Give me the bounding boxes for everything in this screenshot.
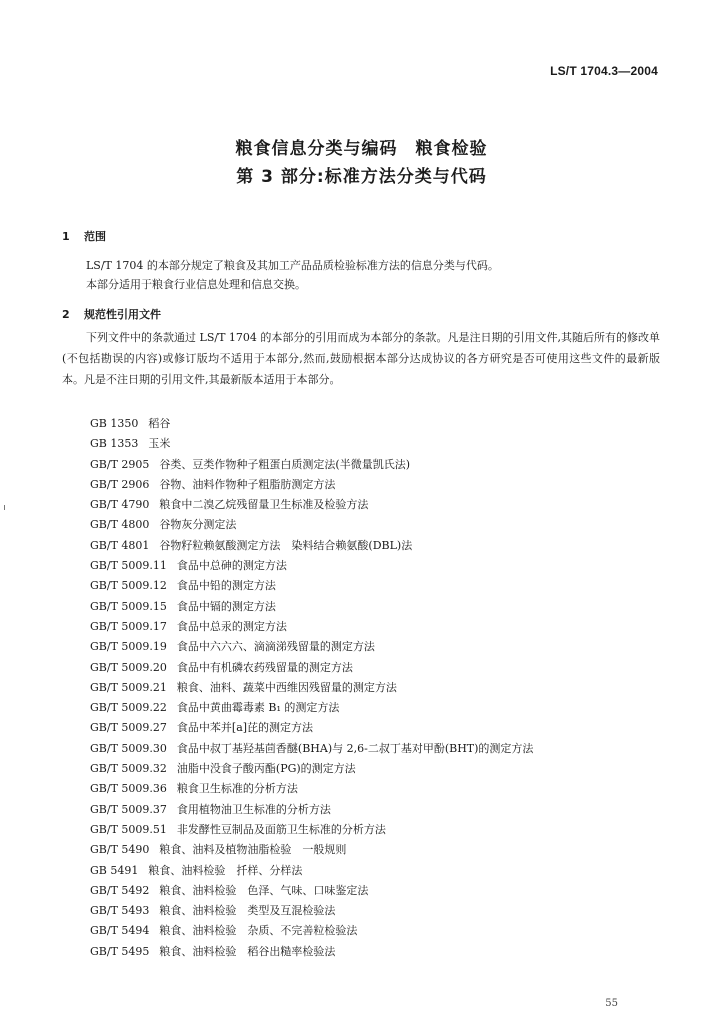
reference-code: GB/T 5009.30 [90,741,167,755]
reference-code: GB/T 5009.32 [90,762,167,776]
section-number: 2 [62,308,70,321]
reference-item [90,861,533,881]
reference-item [90,901,533,921]
reference-code: GB 5491 [90,863,139,877]
reference-item [90,414,533,434]
reference-item [90,455,533,475]
reference-code: GB/T 5494 [90,924,150,938]
reference-title: 谷物、油料作物种子粗脂肪测定方法 [159,477,336,491]
section-2-heading [62,306,161,322]
section-1-paragraph-2: 本部分适用于粮食行业信息处理和信息交换。 [86,278,306,291]
section-title: 规范性引用文件 [84,308,161,321]
reference-code: GB/T 5492 [90,883,150,897]
reference-item [90,881,533,901]
reference-code: GB/T 5009.15 [90,599,167,613]
reference-code: GB/T 5495 [90,944,150,958]
reference-item [90,556,533,576]
section-title: 范围 [84,230,106,243]
document-title-line2: 第 3 部分:标准方法分类与代码 [236,167,487,187]
reference-item [90,536,533,556]
reference-title: 粮食、油料检验 色泽、气味、口味鉴定法 [159,883,369,897]
reference-code: GB/T 5009.22 [90,701,167,715]
reference-title: 谷类、豆类作物种子粗蛋白质测定法(半微量凯氏法) [159,457,410,471]
reference-item [90,637,533,657]
reference-code: GB/T 5490 [90,843,150,857]
section-2-paragraph: 下列文件中的条款通过 LS/T 1704 的本部分的引用而成为本部分的条款。凡是注日期的引用文件,其随后所有的修改单(不包括勘误的内容)或修订版均不适用于本部分,然而,鼓励根据本部分达成协议的各方研究是否可使用这些文件的最新版本。凡是不注日期的引用文件,其最新版本适用于本部分。 [62,331,660,386]
reference-title: 油脂中没食子酸丙酯(PG)的测定方法 [176,762,356,776]
reference-item [90,576,533,596]
reference-code: GB/T 5009.12 [90,579,167,593]
reference-code: GB/T 5009.21 [90,680,167,694]
reference-code: GB/T 4801 [90,538,150,552]
reference-title: 食品中苯并[a]芘的测定方法 [176,721,314,735]
reference-title: 粮食、油料检验 稻谷出糙率检验法 [159,944,336,958]
reference-item [90,718,533,738]
reference-code: GB/T 5009.51 [90,822,167,836]
reference-code: GB/T 5009.27 [90,721,167,735]
reference-title: 粮食、油料检验 类型及互混检验法 [159,904,336,918]
document-title-line1: 粮食信息分类与编码 粮食检验 [235,139,488,159]
reference-code: GB/T 5009.17 [90,619,167,633]
reference-code: GB/T 5009.11 [90,559,167,573]
section-1-heading [62,228,106,244]
reference-code: GB/T 2905 [90,457,150,471]
reference-item [90,515,533,535]
reference-code: GB/T 5009.37 [90,802,167,816]
reference-title: 食品中黄曲霉毒素 B₁ 的测定方法 [176,701,340,715]
reference-title: 粮食、油料及植物油脂检验 一般规则 [159,843,347,857]
reference-title: 食品中总汞的测定方法 [176,619,287,633]
reference-title: 玉米 [148,437,171,451]
reference-title: 食品中六六六、滴滴涕残留量的测定方法 [176,640,375,654]
reference-item [90,617,533,637]
reference-title: 稻谷 [148,417,171,430]
reference-title: 粮食、油料检验 扦样、分样法 [148,863,303,877]
reference-code: GB/T 4790 [90,498,150,512]
reference-title: 粮食卫生标准的分析方法 [176,782,298,796]
reference-title: 粮食、油料检验 杂质、不完善粒检验法 [159,924,358,938]
reference-item [90,434,533,454]
reference-list [90,414,533,962]
reference-item [90,678,533,698]
reference-item [90,942,533,962]
reference-title: 食品中有机磷农药残留量的测定方法 [176,660,353,674]
reference-item [90,739,533,759]
reference-code: GB 1350 [90,417,139,430]
reference-title: 粮食、油料、蔬菜中西维因残留量的测定方法 [176,680,397,694]
reference-item [90,495,533,515]
reference-code: GB/T 5009.20 [90,660,167,674]
reference-code: GB/T 5009.19 [90,640,167,654]
reference-title: 食品中铅的测定方法 [176,579,276,593]
reference-title: 食用植物油卫生标准的分析方法 [176,802,331,816]
reference-title: 谷物籽粒赖氨酸测定方法 染料结合赖氨酸(DBL)法 [159,538,413,552]
reference-item [90,921,533,941]
reference-item [90,475,533,495]
scan-mark [4,505,5,510]
reference-title: 谷物灰分测定法 [159,518,237,532]
reference-title: 非发酵性豆制品及面筋卫生标准的分析方法 [176,822,386,836]
reference-code: GB/T 4800 [90,518,150,532]
reference-item [90,800,533,820]
reference-code: GB 1353 [90,437,139,451]
reference-title: 食品中总砷的测定方法 [176,559,287,573]
reference-item [90,698,533,718]
reference-code: GB/T 5009.36 [90,782,167,796]
standard-code: LS/T 1704.3—2004 [550,64,658,78]
reference-title: 食品中叔丁基羟基茴香醚(BHA)与 2,6-二叔丁基对甲酚(BHT)的测定方法 [176,741,534,755]
section-1-paragraph-1: LS/T 1704 的本部分规定了粮食及其加工产品品质检验标准方法的信息分类与代码。 [86,259,499,272]
page-number: 55 [605,998,618,1009]
reference-item [90,840,533,860]
reference-item [90,820,533,840]
reference-code: GB/T 5493 [90,904,150,918]
reference-item [90,779,533,799]
section-number: 1 [62,230,70,243]
reference-title: 食品中镉的测定方法 [176,599,276,613]
reference-item [90,597,533,617]
reference-code: GB/T 2906 [90,477,150,491]
reference-title: 粮食中二溴乙烷残留量卫生标准及检验方法 [159,498,369,512]
reference-item [90,658,533,678]
reference-item [90,759,533,779]
